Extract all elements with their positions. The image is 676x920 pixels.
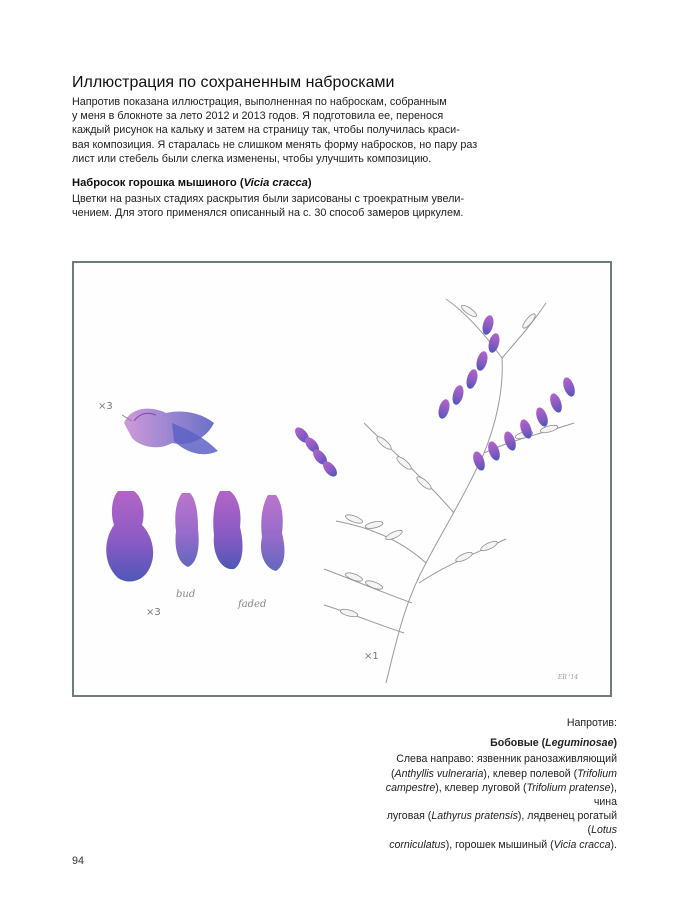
caption-part: ), клевер луговой ( bbox=[435, 781, 527, 794]
flower-front-views bbox=[106, 491, 284, 582]
section-heading bbox=[72, 177, 592, 189]
caption-text bbox=[377, 752, 617, 851]
plant-stems bbox=[324, 299, 574, 683]
family-suffix: ) bbox=[613, 737, 617, 750]
caption-part: ( bbox=[390, 767, 395, 780]
scale-annotation-bottom: ×3 bbox=[146, 607, 161, 618]
intro-line: Напротив показана иллюстрация, выполненная по наброскам, собранным bbox=[72, 96, 447, 108]
section-heading-prefix: Набросок горошка мышиного ( bbox=[72, 177, 244, 189]
section-heading-suffix: ) bbox=[307, 177, 312, 189]
section-line: Цветки на разных стадиях раскрытия были зарисованы с троекратным увели- bbox=[72, 193, 465, 205]
flower-side-view bbox=[122, 409, 218, 455]
intro-line: вая композиция. Я старалась не слишком менять форму набросков, но пару раз bbox=[72, 138, 478, 151]
intro-line: лист или стебель были слегка изменены, чтобы улучшить композицию. bbox=[72, 152, 432, 165]
caption-part: ), чина bbox=[593, 781, 617, 809]
illustration-frame bbox=[72, 261, 612, 697]
scale-annotation-top: ×3 bbox=[98, 401, 113, 412]
section-paragraph bbox=[72, 192, 592, 220]
bud-label: bud bbox=[176, 589, 196, 600]
caption-part: ), горошек мышиный ( bbox=[445, 838, 554, 851]
page-title: Иллюстрация по сохраненным набросками bbox=[72, 74, 395, 91]
caption-part: ), лядвенец рогатый ( bbox=[517, 810, 617, 837]
caption-part: Lathyrus pratensis bbox=[431, 810, 518, 823]
caption-part: campestre bbox=[385, 781, 436, 794]
faded-label: faded bbox=[238, 599, 267, 610]
opposite-label: Напротив: bbox=[566, 717, 617, 729]
opposite-caption bbox=[377, 716, 617, 852]
artist-signature: ER '14 bbox=[558, 674, 579, 681]
plant-leaflets bbox=[340, 303, 559, 618]
caption-part: Trifolium pratense bbox=[526, 781, 611, 794]
scale-annotation-plant: ×1 bbox=[364, 651, 379, 662]
caption-part: луговая ( bbox=[386, 810, 432, 823]
caption-part: Anthyllis vulneraria bbox=[394, 767, 484, 780]
caption-part: Vicia cracca bbox=[553, 838, 611, 851]
caption-part: ). bbox=[610, 838, 617, 851]
intro-line: каждый рисунок на кальку и затем на страницу так, чтобы получилась краси- bbox=[72, 124, 460, 137]
caption-part: Слева направо: язвенник ранозаживляющий bbox=[396, 753, 617, 766]
plant-racemes bbox=[292, 314, 577, 479]
family-latin: Leguminosae bbox=[545, 737, 614, 750]
family-prefix: Бобовые ( bbox=[490, 737, 546, 750]
family-heading bbox=[377, 736, 617, 750]
page-number: 94 bbox=[72, 855, 85, 867]
intro-paragraph bbox=[72, 95, 592, 166]
vicia-illustration bbox=[74, 263, 610, 695]
caption-part: Trifolium bbox=[577, 767, 617, 780]
intro-line: у меня в блокноте за лето 2012 и 2013 годов. Я подготовила ее, перенося bbox=[72, 110, 444, 123]
caption-part: corniculatus bbox=[389, 838, 446, 851]
caption-part: Lotus bbox=[591, 824, 617, 837]
caption-part: ), клевер полевой ( bbox=[483, 767, 578, 780]
section-line: чением. Для этого применялся описанный на с. 30 способ замеров циркулем. bbox=[72, 207, 464, 220]
section-heading-latin: Vicia cracca bbox=[243, 177, 308, 189]
